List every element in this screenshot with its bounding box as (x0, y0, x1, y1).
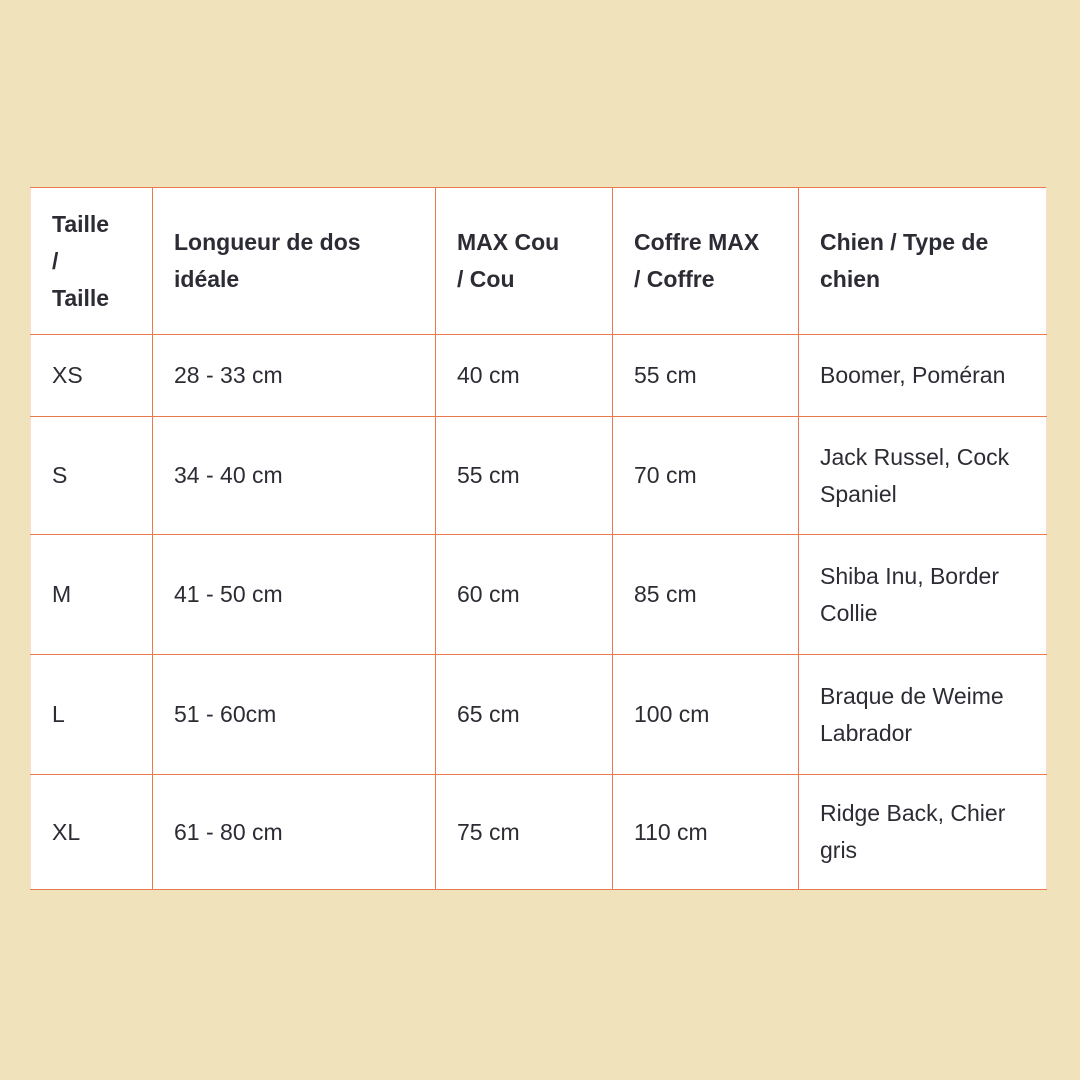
table-body (31, 335, 1047, 890)
cell-back-length: 61 - 80 cm (153, 775, 436, 890)
table-header-row (31, 188, 1047, 335)
cell-back-length: 51 - 60cm (153, 655, 436, 775)
header-text-line: / Cou (457, 266, 515, 292)
cell-dog-type (799, 417, 1047, 535)
cell-chest: 100 cm (613, 655, 799, 775)
dog-type-text-line: Shiba Inu, Border (820, 562, 1000, 589)
table-row (31, 417, 1047, 535)
table-row (31, 335, 1047, 417)
header-text-line: chien (820, 266, 881, 292)
table-header (31, 188, 1047, 335)
dog-type-text-line: Labrador (820, 719, 913, 746)
cell-dog-type (799, 775, 1047, 890)
header-text-line: Taille (52, 210, 110, 237)
cell-neck: 60 cm (436, 535, 613, 655)
table-row (31, 535, 1047, 655)
size-chart-table (30, 187, 1047, 890)
header-cell-chest (613, 188, 799, 335)
dog-type-text-line: Ridge Back, Chier (820, 800, 1006, 826)
dog-type-text-line: Boomer, Poméran (820, 362, 1006, 388)
cell-dog-type (799, 535, 1047, 655)
cell-size: S (31, 417, 153, 535)
header-text-line: Chien / Type de (820, 229, 989, 255)
cell-neck: 65 cm (436, 655, 613, 775)
header-text-line: Longueur de dos (174, 229, 361, 255)
cell-size: L (31, 655, 153, 775)
header-cell-size (31, 188, 153, 335)
table-row (31, 655, 1047, 775)
dog-type-text-line: Spaniel (820, 480, 897, 507)
header-text-line: idéale (174, 266, 240, 292)
cell-size: M (31, 535, 153, 655)
header-text-line: Coffre MAX (634, 229, 760, 255)
cell-neck: 75 cm (436, 775, 613, 890)
table-row (31, 775, 1047, 890)
header-cell-dog-type (799, 188, 1047, 335)
dog-type-text-line: Collie (820, 599, 878, 626)
cell-back-length: 28 - 33 cm (153, 335, 436, 417)
dog-type-text-line: Jack Russel, Cock (820, 443, 1010, 470)
header-text-line: MAX Cou (457, 229, 560, 255)
header-text-line: / (52, 247, 59, 274)
cell-size: XS (31, 335, 153, 417)
header-text-line: Taille (52, 284, 110, 311)
cell-neck: 55 cm (436, 417, 613, 535)
cell-chest: 70 cm (613, 417, 799, 535)
cell-chest: 85 cm (613, 535, 799, 655)
cell-dog-type (799, 655, 1047, 775)
header-cell-neck (436, 188, 613, 335)
cell-back-length: 34 - 40 cm (153, 417, 436, 535)
cell-size: XL (31, 775, 153, 890)
dog-type-text-line: gris (820, 837, 858, 863)
dog-type-text-line: Braque de Weime (820, 682, 1004, 709)
header-text-line: / Coffre (634, 266, 715, 292)
cell-neck: 40 cm (436, 335, 613, 417)
cell-chest: 110 cm (613, 775, 799, 890)
cell-dog-type (799, 335, 1047, 417)
cell-back-length: 41 - 50 cm (153, 535, 436, 655)
cell-chest: 55 cm (613, 335, 799, 417)
header-cell-back-length (153, 188, 436, 335)
